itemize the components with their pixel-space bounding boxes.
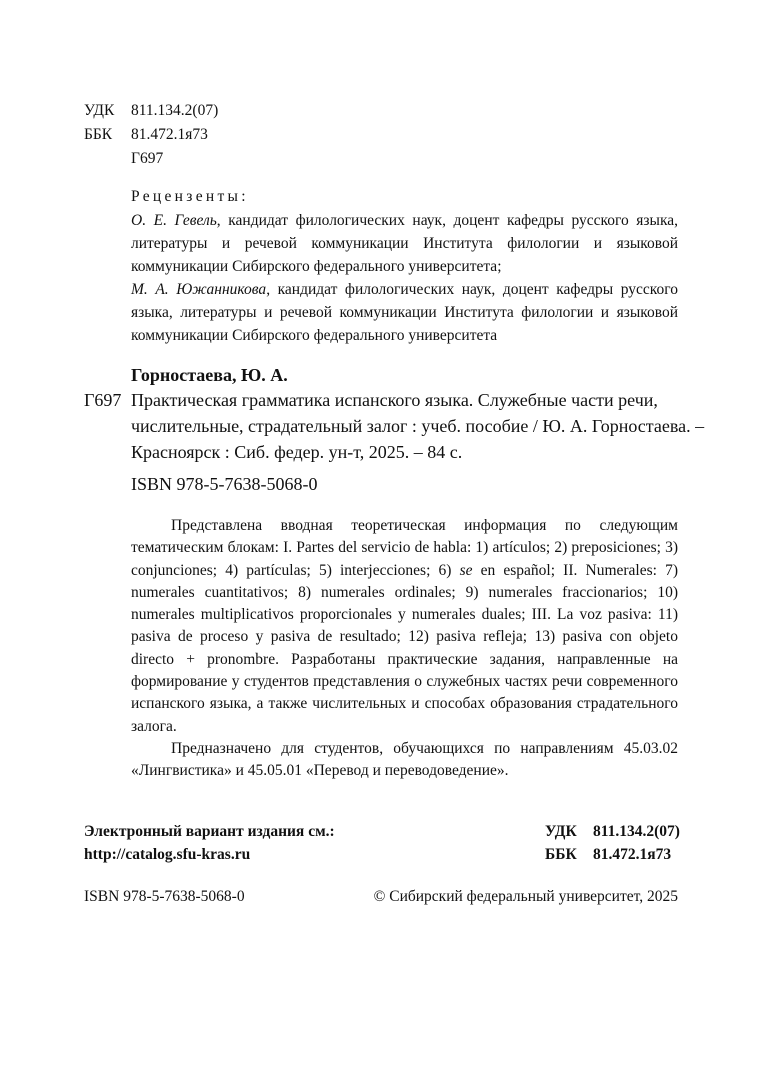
reviewer-1-text: , кандидат филологических наук, доцент кафедры русского языка, литературы и речевой коммуникации Института филологии и языковой коммуникации Сибирского федерального университета; (131, 212, 678, 275)
electronic-version-label: Электронный вариант издания см.: (84, 823, 335, 840)
book-description-line-2: числительные, страдательный залог : учеб. пособие / Ю. А. Горностаева. – (131, 416, 705, 436)
reviewer-1 (131, 209, 678, 278)
author-mark: Г697 (131, 150, 164, 167)
book-mark: Г697 (84, 390, 122, 410)
udk-value: 811.134.2(07) (131, 102, 219, 119)
book-isbn: ISBN 978-5-7638-5068-0 (131, 474, 318, 494)
abstract-paragraph-2: Предназначено для студентов, обучающихся по направлениям 45.03.02 «Лингвистика» и 45.05.01 «Перевод и переводоведение». (131, 739, 678, 780)
catalog-url: http://catalog.sfu-kras.ru (84, 846, 251, 863)
book-author: Горностаева, Ю. А. (131, 365, 288, 385)
abstract-paragraph-1: Представлена вводная теоретическая информация по следующим тематическим блокам: I. Partes del servicio de habla: 1) artículos; 2) preposiciones; 3) conjunciones; 4) partículas; 5) interjecciones; 6) se en español; II. Numerales: 7) numerales cuantitativos; 8) numerales ordinales; 9) numerales fraccionarios; 10) numerales multiplicativos proporcionales y numerales duales; III. La voz pasiva: 11) pasiva de proceso y pasiva de resultado; 12) pasiva refleja; 13) pasiva con objeto directo + pronombre. Разработаны практические задания, направленные на формирование у студентов представления о служебных частях речи современного испанского языка, а также числительных и способах образования страдательного залога. (131, 517, 678, 735)
footer-bbk-label: ББК (545, 846, 577, 863)
reviewer-2 (131, 278, 678, 347)
book-description-line-3: Красноярск : Сиб. федер. ун-т, 2025. – 84 с. (131, 442, 463, 462)
footer-udk-label: УДК (545, 823, 577, 840)
reviewer-1-name: О. Е. Гевель (131, 212, 217, 229)
book-description-line-1: Практическая грамматика испанского языка. Служебные части речи, (131, 390, 658, 410)
reviewers-title: Рецензенты: (131, 188, 249, 205)
footer-bbk-value: 81.472.1я73 (593, 846, 672, 863)
footer-udk-value: 811.134.2(07) (593, 823, 680, 840)
copyright: © Сибирский федеральный университет, 2025 (373, 888, 678, 905)
udk-label: УДК (84, 102, 115, 119)
book-description (131, 387, 705, 465)
bbk-value: 81.472.1я73 (131, 126, 208, 143)
abstract (131, 515, 678, 783)
bbk-label: ББК (84, 126, 113, 143)
reviewer-2-name: М. А. Южанникова (131, 281, 267, 298)
reviewer-2-text: , кандидат филологических наук, доцент кафедры русского языка, литературы и речевой коммуникации Института филологии и языковой коммуникации Сибирского федерального университета (131, 281, 678, 344)
footer-isbn: ISBN 978-5-7638-5068-0 (84, 888, 245, 905)
